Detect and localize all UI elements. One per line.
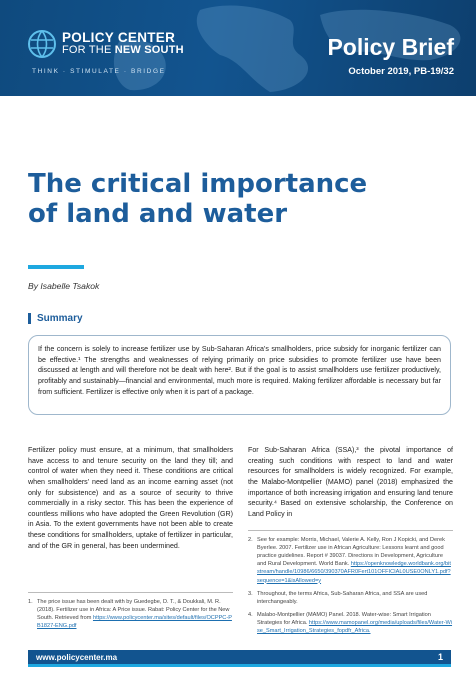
body-paragraph-right: For Sub-Saharan Africa (SSA),³ the pivotal importance of creating such conditions with respect to land and water resources for smallholders is widely recognized. For example, the Malabo-Montpellier (MAMO) panel (2018) emphasized the importance of both increasing irrigation and ensuring land tenure security.⁴ Based on extensive scholarship, the Conference on Land Policy in	[248, 446, 453, 518]
page-footer	[28, 650, 451, 667]
org-name-line2: FOR THE NEW SOUTH	[62, 44, 184, 57]
doc-date-ref: October 2019, PB-19/32	[348, 66, 454, 77]
summary-marker	[28, 313, 31, 324]
footnote-item: 1. The price issue has been dealt with by Guedegbe, D. T., & Doukkali, M. R. (2018). Fertilizer use in Africa: A Price issue. Rabat: Policy Center for the New South. Retrieved from https://www.policycenter.ma/sites/default/files/OCPPC-PB1827-ENG.pdf	[28, 599, 232, 630]
footnote-item: 3. Throughout, the terms Africa, Sub-Saharan Africa, and SSA are used interchangeably.	[248, 590, 428, 605]
title-accent-rule	[28, 265, 84, 269]
page-number: 1	[437, 652, 443, 662]
header-banner	[0, 0, 476, 96]
footnote-divider	[248, 530, 453, 531]
footnotes-left	[28, 592, 233, 630]
body-paragraph-left: Fertilizer policy must ensure, at a minimum, that smallholders have access to and tenure security on the land they till; and control of water when they need it. These conditions are critical when smallholders' need land as an income earning asset (not only for subsistence) and as a source of security to thrive commercially in a risky sector. This has been the experience of countless millions who have adopted the Green Revolution (GR) in Asia. To the extent governments have not been able to create these conditions for smallholders, uptake of fertilizer in particular, and of the GR in general, has been undermined.	[28, 446, 233, 550]
footnote-link[interactable]: https://www.mamopanel.org/media/uploads/files/Water-Wise_Smart_Irrigation_Strategies_fopdfr_Africa.	[257, 619, 453, 635]
footer-website-link[interactable]: www.policycenter.ma	[36, 652, 118, 662]
summary-label: Summary	[37, 313, 83, 324]
footnote-divider	[28, 592, 233, 593]
footnotes-right	[248, 530, 453, 635]
org-logo	[28, 30, 184, 58]
footnote-item: 2. See for example: Morris, Michael, Valerie A. Kelly, Ron J Kopicki, and Derek Byerlee. 2007. Fertilizer use in African Agriculture: Lessons learnt and good practice guidelines. Report # 39037. Directions in Development, Agriculture and Rural Development. World Bank. https://openknowledge.worldbank.org/bitstream/handle/10986/6650/390370AFR0Fert101OFFICIAL0USE0ONLY1.pdf?sequence=1&isAllowed=y	[248, 537, 451, 584]
summary-box	[28, 335, 451, 415]
body-column-right	[248, 445, 453, 519]
footnote-link[interactable]: https://www.policycenter.ma/sites/default/files/OCPPC-PB1827-ENG.pdf	[37, 615, 232, 630]
org-name-line1: POLICY CENTER	[62, 30, 176, 46]
footnote-item: 4. Malabo-Montpellier (MAMO) Panel. 2018. Water-wise: Smart Irrigation Strategies for Africa. https://www.mamopanel.org/media/uploads/files/Water-Wise_Smart_Irrigation_Strategies_fopdfr_Africa.	[248, 611, 453, 635]
org-tagline: THINK · STIMULATE · BRIDGE	[32, 68, 166, 75]
summary-text: If the concern is solely to increase fertilizer use by Sub-Saharan Africa's smallholders, price subsidy for inorganic fertilizer can be effective.¹ The strengths and weaknesses of relying primarily on price subsidies to promote fertilizer use have been discussed at length and will therefore not be dealt with here². But if the goal is to assist smallholders use fertilizer productively, profitably and sustainably—financial and environmental, much more is required. Making fertilizer affordable is necessary but far from sufficient. Fertilizer is effective only when it is part of a package.	[38, 345, 441, 396]
page-title	[28, 170, 388, 230]
author-byline: By Isabelle Tsakok	[28, 281, 100, 291]
footnote-link[interactable]: https://openknowledge.worldbank.org/bitstream/handle/10986/6650/390370AFR0Fert101OFFICIAL0USE0ONLY1.pdf?sequence=1&isAllowed=y	[257, 561, 451, 584]
body-column-left	[28, 445, 233, 551]
page-title-line2: of land and water	[28, 198, 288, 229]
summary-heading	[28, 313, 83, 324]
doc-type-title: Policy Brief	[327, 34, 454, 60]
page-title-line1: The critical importance	[28, 169, 368, 199]
globe-logo-icon	[28, 30, 56, 58]
